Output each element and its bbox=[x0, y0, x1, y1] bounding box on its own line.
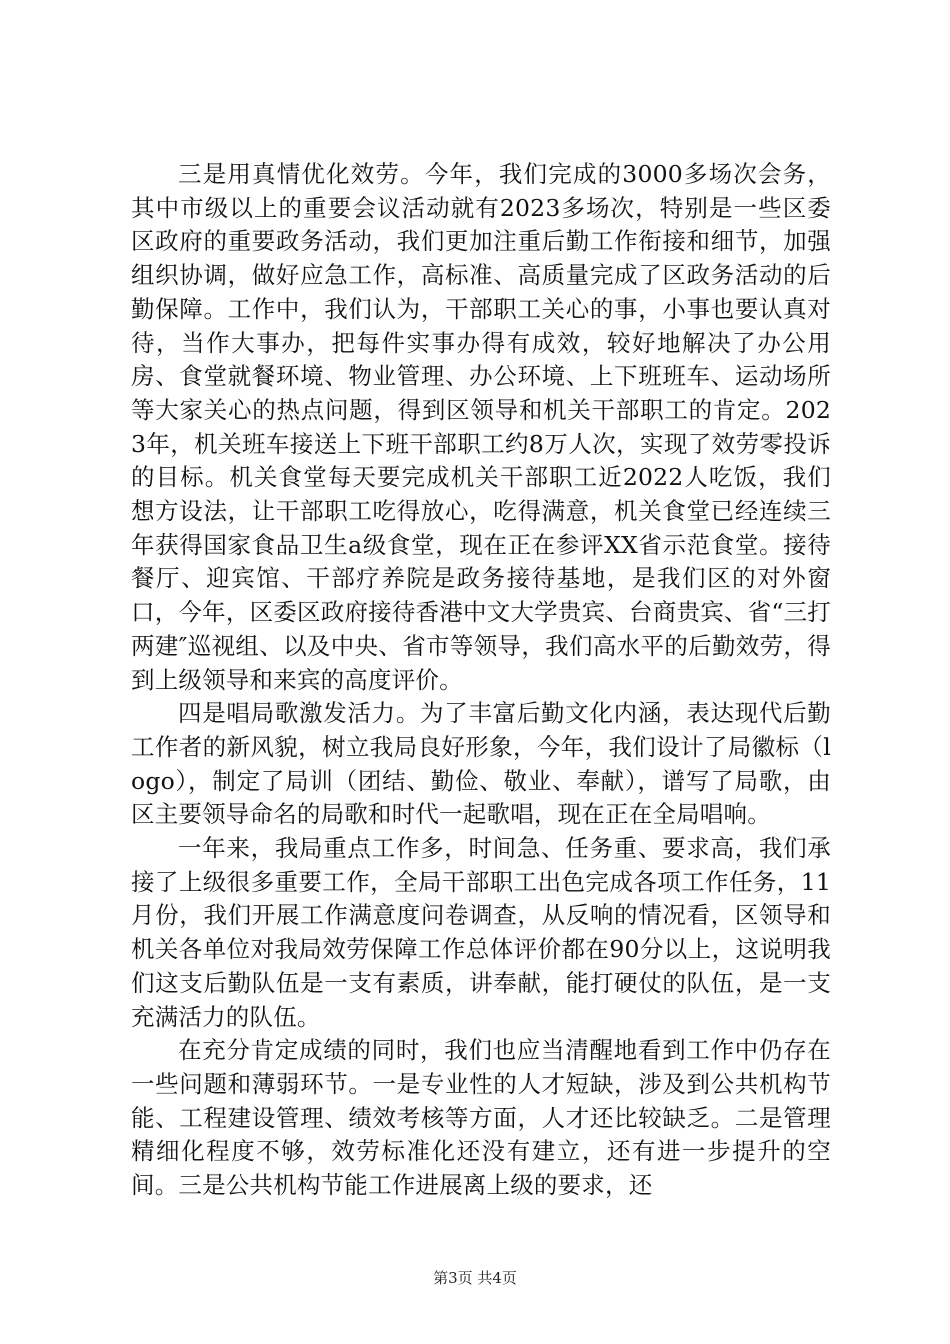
document-body bbox=[131, 158, 831, 1203]
page-number-footer: 第3页 共4页 bbox=[433, 1269, 517, 1287]
paragraph-bureau-song: 四是唱局歌激发活力。为了丰富后勤文化内涵，表达现代后勤工作者的新风貌，树立我局良好形象，今年，我们设计了局徽标（logo），制定了局训（团结、勤俭、敬业、奉献），谱写了局歌，由区主要领导命名的局歌和时代一起歌唱，现在正在全局唱响。 bbox=[131, 699, 831, 829]
paragraph-service-optimization: 三是用真情优化效劳。今年，我们完成的3000多场次会务，其中市级以上的重要会议活动就有2023多场次，特别是一些区委区政府的重要政务活动，我们更加注重后勤工作衔接和细节，加强组织协调，做好应急工作，高标准、高质量完成了区政务活动的后勤保障。工作中，我们认为，干部职工关心的事，小事也要认真对待，当作大事办，把每件实事办得有成效，较好地解决了办公用房、食堂就餐环境、物业管理、办公环境、上下班班车、运动场所等大家关心的热点问题，得到区领导和机关干部职工的肯定。2023年，机关班车接送上下班干部职工约8万人次，实现了效劳零投诉的目标。机关食堂每天要完成机关干部职工近2022人吃饭，我们想方设法，让干部职工吃得放心，吃得满意，机关食堂已经连续三年获得国家食品卫生a级食堂，现在正在参评XX省示范食堂。接待餐厅、迎宾馆、干部疗养院是政务接待基地，是我们区的对外窗口，今年，区委区政府接待香港中文大学贵宾、台商贵宾、省“三打两建″巡视组、以及中央、省市等领导，我们高水平的后勤效劳，得到上级领导和来宾的高度评价。 bbox=[131, 160, 831, 694]
paragraph-problems: 在充分肯定成绩的同时，我们也应当清醒地看到工作中仍存在一些问题和薄弱环节。一是专业性的人才短缺，涉及到公共机构节能、工程建设管理、绩效考核等方面，人才还比较缺乏。二是管理精细化程度不够，效劳标准化还没有建立，还有进一步提升的空间。三是公共机构节能工作进展离上级的要求，还 bbox=[131, 1036, 831, 1200]
paragraph-year-summary: 一年来，我局重点工作多，时间急、任务重、要求高，我们承接了上级很多重要工作，全局干部职工出色完成各项工作任务，11月份，我们开展工作满意度问卷调查，从反响的情况看，区领导和机关各单位对我局效劳保障工作总体评价都在90分以上，这说明我们这支后勤队伍是一支有素质，讲奉献，能打硬仗的队伍，是一支充满活力的队伍。 bbox=[131, 834, 831, 1031]
